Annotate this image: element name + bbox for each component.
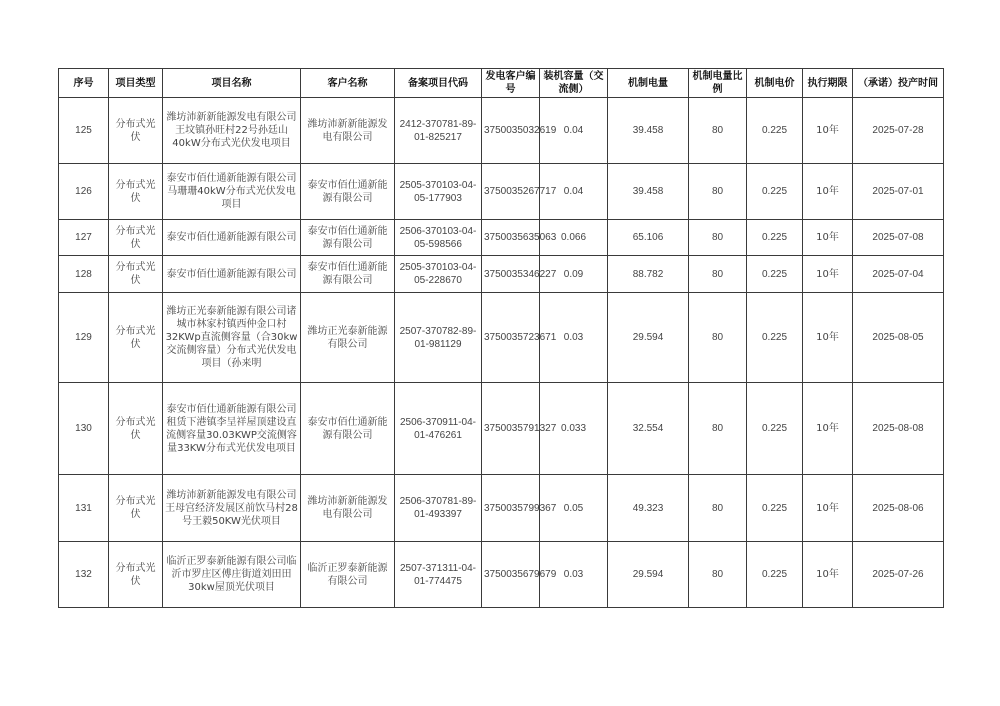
cell-term: 10年: [803, 164, 853, 220]
cell-code: 2506-370911-04-01-476261: [395, 383, 482, 475]
cell-price: 0.225: [747, 98, 803, 164]
header-capacity: 装机容量（交流侧）: [540, 69, 608, 98]
cell-ratio: 80: [689, 383, 747, 475]
header-no: 序号: [59, 69, 109, 98]
cell-price: 0.225: [747, 475, 803, 542]
cell-price: 0.225: [747, 383, 803, 475]
cell-ratio: 80: [689, 98, 747, 164]
cell-type: 分布式光伏: [109, 293, 163, 383]
cell-mech-energy: 88.782: [608, 256, 689, 293]
cell-no: 131: [59, 475, 109, 542]
cell-capacity: 0.04: [540, 164, 608, 220]
header-client-no: 发电客户编号: [482, 69, 540, 98]
cell-ratio: 80: [689, 293, 747, 383]
cell-type: 分布式光伏: [109, 542, 163, 608]
cell-project-name: 潍坊正光泰新能源有限公司诸城市林家村镇西仲金口村32KWp直流侧容量（合30kw交流侧容量）分布式光伏发电项目（孙来明: [163, 293, 301, 383]
cell-type: 分布式光伏: [109, 383, 163, 475]
cell-date: 2025-07-04: [853, 256, 944, 293]
cell-client-no: 3750035346227: [482, 256, 540, 293]
cell-capacity: 0.03: [540, 542, 608, 608]
cell-code: 2505-370103-04-05-177903: [395, 164, 482, 220]
cell-code: 2506-370103-04-05-598566: [395, 220, 482, 256]
cell-project-name: 泰安市佰仕通新能源有限公司租赁下港镇李呈祥屋顶建设直流侧容量30.03KWP交流侧容量33KW分布式光伏发电项目: [163, 383, 301, 475]
header-row: [59, 69, 944, 98]
cell-customer: 泰安市佰仕通新能源有限公司: [301, 220, 395, 256]
cell-price: 0.225: [747, 542, 803, 608]
cell-price: 0.225: [747, 220, 803, 256]
cell-capacity: 0.04: [540, 98, 608, 164]
cell-term: 10年: [803, 475, 853, 542]
cell-price: 0.225: [747, 164, 803, 220]
project-table: [58, 68, 944, 608]
table-row: [59, 164, 944, 220]
cell-ratio: 80: [689, 164, 747, 220]
cell-no: 127: [59, 220, 109, 256]
cell-date: 2025-07-26: [853, 542, 944, 608]
cell-code: 2506-370781-89-01-493397: [395, 475, 482, 542]
cell-customer: 潍坊正光泰新能源有限公司: [301, 293, 395, 383]
header-date: （承诺）投产时间: [853, 69, 944, 98]
cell-client-no: 3750035799367: [482, 475, 540, 542]
cell-mech-energy: 49.323: [608, 475, 689, 542]
cell-code: 2505-370103-04-05-228670: [395, 256, 482, 293]
cell-customer: 潍坊沛新新能源发电有限公司: [301, 475, 395, 542]
cell-customer: 泰安市佰仕通新能源有限公司: [301, 256, 395, 293]
cell-client-no: 3750035635063: [482, 220, 540, 256]
cell-no: 130: [59, 383, 109, 475]
cell-date: 2025-07-08: [853, 220, 944, 256]
header-mech-energy: 机制电量: [608, 69, 689, 98]
header-code: 备案项目代码: [395, 69, 482, 98]
cell-no: 129: [59, 293, 109, 383]
cell-project-name: 泰安市佰仕通新能源有限公司: [163, 256, 301, 293]
table-row: [59, 383, 944, 475]
cell-code: 2507-370782-89-01-981129: [395, 293, 482, 383]
header-name: 项目名称: [163, 69, 301, 98]
header-customer: 客户名称: [301, 69, 395, 98]
cell-no: 132: [59, 542, 109, 608]
cell-date: 2025-07-01: [853, 164, 944, 220]
cell-type: 分布式光伏: [109, 98, 163, 164]
table-row: [59, 220, 944, 256]
cell-code: 2412-370781-89-01-825217: [395, 98, 482, 164]
cell-date: 2025-08-06: [853, 475, 944, 542]
header-type: 项目类型: [109, 69, 163, 98]
cell-term: 10年: [803, 98, 853, 164]
cell-term: 10年: [803, 220, 853, 256]
cell-ratio: 80: [689, 542, 747, 608]
cell-mech-energy: 39.458: [608, 98, 689, 164]
table-row: [59, 542, 944, 608]
cell-client-no: 3750035032619: [482, 98, 540, 164]
cell-mech-energy: 29.594: [608, 542, 689, 608]
cell-type: 分布式光伏: [109, 164, 163, 220]
cell-customer: 泰安市佰仕通新能源有限公司: [301, 164, 395, 220]
cell-date: 2025-08-08: [853, 383, 944, 475]
cell-ratio: 80: [689, 256, 747, 293]
cell-project-name: 泰安市佰仕通新能源有限公司马珊珊40kW分布式光伏发电项目: [163, 164, 301, 220]
table-row: [59, 256, 944, 293]
cell-term: 10年: [803, 293, 853, 383]
header-ratio: 机制电量比例: [689, 69, 747, 98]
cell-project-name: 泰安市佰仕通新能源有限公司: [163, 220, 301, 256]
cell-no: 125: [59, 98, 109, 164]
table-row: [59, 293, 944, 383]
cell-project-name: 潍坊沛新新能源发电有限公司王坟镇孙旺村22号孙廷山40kW分布式光伏发电项目: [163, 98, 301, 164]
table-row: [59, 475, 944, 542]
cell-capacity: 0.05: [540, 475, 608, 542]
cell-price: 0.225: [747, 293, 803, 383]
header-price: 机制电价: [747, 69, 803, 98]
cell-client-no: 3750035679679: [482, 542, 540, 608]
cell-type: 分布式光伏: [109, 220, 163, 256]
cell-ratio: 80: [689, 220, 747, 256]
cell-customer: 临沂正罗泰新能源有限公司: [301, 542, 395, 608]
cell-project-name: 临沂正罗泰新能源有限公司临沂市罗庄区傅庄街道刘田田30kw屋顶光伏项目: [163, 542, 301, 608]
cell-term: 10年: [803, 383, 853, 475]
cell-mech-energy: 65.106: [608, 220, 689, 256]
cell-capacity: 0.03: [540, 293, 608, 383]
cell-capacity: 0.066: [540, 220, 608, 256]
cell-ratio: 80: [689, 475, 747, 542]
cell-date: 2025-08-05: [853, 293, 944, 383]
cell-capacity: 0.09: [540, 256, 608, 293]
cell-project-name: 潍坊沛新新能源发电有限公司王母宫经济发展区前饮马村28号王毅50KW光伏项目: [163, 475, 301, 542]
cell-client-no: 3750035723671: [482, 293, 540, 383]
cell-client-no: 3750035267717: [482, 164, 540, 220]
cell-type: 分布式光伏: [109, 475, 163, 542]
cell-term: 10年: [803, 542, 853, 608]
table-row: [59, 98, 944, 164]
cell-term: 10年: [803, 256, 853, 293]
cell-type: 分布式光伏: [109, 256, 163, 293]
cell-no: 128: [59, 256, 109, 293]
cell-mech-energy: 29.594: [608, 293, 689, 383]
cell-client-no: 3750035791327: [482, 383, 540, 475]
cell-customer: 泰安市佰仕通新能源有限公司: [301, 383, 395, 475]
cell-price: 0.225: [747, 256, 803, 293]
header-term: 执行期限: [803, 69, 853, 98]
cell-code: 2507-371311-04-01-774475: [395, 542, 482, 608]
cell-mech-energy: 32.554: [608, 383, 689, 475]
cell-no: 126: [59, 164, 109, 220]
cell-date: 2025-07-28: [853, 98, 944, 164]
cell-customer: 潍坊沛新新能源发电有限公司: [301, 98, 395, 164]
cell-capacity: 0.033: [540, 383, 608, 475]
cell-mech-energy: 39.458: [608, 164, 689, 220]
